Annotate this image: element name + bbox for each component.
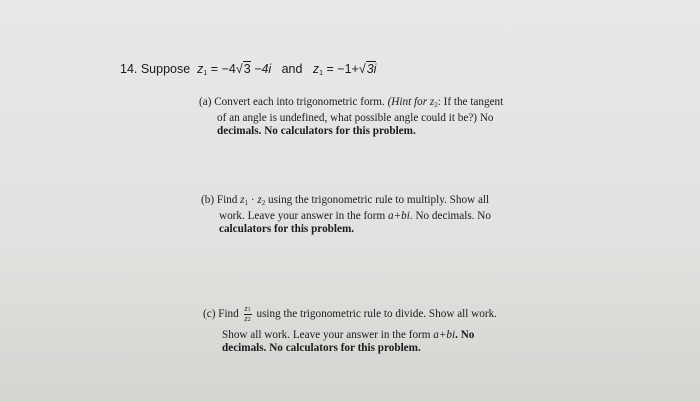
part-a-line2: of an angle is undefined, what possible angle could it be?) No [217,112,494,124]
part-c-num: z [244,304,248,313]
part-b-sub2: 2 [261,199,266,207]
part-a-hint-rest: : If the tangent [437,96,504,108]
part-a-line3: decimals. No calculators for this problem. [217,125,416,137]
z1-value-b: −4i [254,62,272,76]
part-b [201,194,491,236]
part-a-label: (a) [199,96,212,108]
part-c-line2b: . No [455,329,475,341]
part-b-z2: z [257,194,262,206]
z1-var: z [197,62,204,76]
part-c-num-sub: 1 [247,307,251,313]
part-b-line3: calculators for this problem. [219,223,355,235]
part-c-find: Find [218,308,239,321]
z1-sqrt: 3 [243,62,251,76]
part-b-line2b: . No decimals. No [409,210,491,222]
z1-sub: 1 [203,70,208,77]
part-a-hint-var: z [429,96,435,108]
part-b-label: (b) [201,194,215,206]
part-b-form: a+bi [388,210,410,222]
part-a [199,96,503,138]
part-c-fraction [244,305,252,324]
z2-sqrt: 3i [366,62,377,76]
problem-number: 14. Suppose [120,62,191,76]
part-c-form: a+bi [433,329,456,341]
z1-value-a: = −4 [210,62,236,76]
problem-statement: 14. Suppose $z_1 = -4√3 -4i$ and $z_1 = -1+√3i$ [120,62,377,77]
part-c-label: (c) [203,308,216,321]
part-c-den: z [244,314,248,323]
part-a-text1: Convert each into trigonometric form. [214,96,385,108]
part-a-hint-sub: 2 [434,101,438,109]
part-b-line2a: work. Leave your answer in the form [219,210,386,222]
part-c-line3: decimals. No calculators for this problem. [222,342,421,354]
part-c-den-sub: 2 [247,317,251,323]
part-c-line2a: Show all work. Leave your answer in the form [222,329,431,341]
part-b-z1: z [240,194,245,206]
part-b-find: Find [216,194,238,206]
part-a-hint: (Hint for [387,96,428,108]
part-b-sub1: 1 [244,199,249,207]
z2-var: z [312,62,320,76]
part-b-dot: · [250,194,255,206]
and-word: and [281,62,303,76]
part-c [203,305,497,355]
part-c-rest1: using the trigonometric rule to divide. Show all work. [256,308,497,321]
z2-value-a: = −1+ [326,62,359,76]
z2-sub: 1 [319,70,324,77]
part-b-rest1: using the trigonometric rule to multiply. Show all [268,194,490,206]
